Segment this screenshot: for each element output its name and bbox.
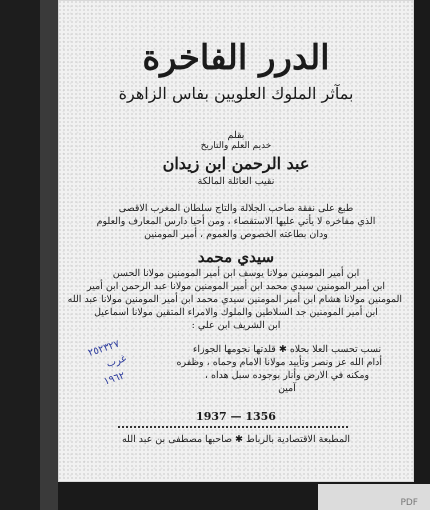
- right-margin: [414, 0, 430, 510]
- left-panel: [0, 0, 40, 510]
- prayer-line-2: أدام الله عز ونصر وتأييد مولانا الامام وحماه ، وظفره: [176, 357, 382, 368]
- printed-line-3: ودان بطاعته الخصوص والعموم ، أمير المومنين: [144, 229, 328, 240]
- stamp-number: ٢٥٢٣٢٧: [86, 338, 121, 359]
- left-panel-edge: [40, 0, 58, 510]
- stamp-year: ١٩٦٢: [102, 370, 127, 388]
- next-page-corner[interactable]: [318, 484, 430, 510]
- lineage-line-4: ابن أمير المومنين جد السلاطين والملوك والامراء المتقين مولانا اسماعيل: [94, 307, 378, 318]
- printed-line-1: طبع على نفقة صاحب الجلالة والتاج سلطان المغرب الاقصى: [118, 203, 354, 214]
- king-name: سيدي محمد: [197, 248, 275, 266]
- divider-rule: [118, 426, 348, 428]
- prayer-line-3: ومكنه في الارض وأنار بوجوده سبل هداه ،: [204, 370, 370, 381]
- stamp-text: غرب: [105, 353, 128, 370]
- book-subtitle: بمآثر الملوك العلويين بفاس الزاهرة: [118, 84, 354, 103]
- by-label: بقلم: [227, 130, 245, 141]
- prayer-line-4: آمين: [278, 383, 296, 394]
- pdf-label: PDF: [400, 498, 418, 508]
- lineage-line-2: ابن أمير المومنين سيدي محمد ابن أمير المومنين مولانا عبد الرحمن ابن أمير: [86, 281, 386, 292]
- printed-line-2: الذي مفاخره لا يأتي عليها الاستقصاء ، ومن أحيا دارس المعارف والعلوم: [96, 216, 376, 227]
- publisher-line: المطبعة الاقتصادية بالرباط ✱ صاحبها مصطفى بن عبد الله: [121, 434, 351, 445]
- author-profession: خديم العلم والتاريخ: [200, 141, 272, 151]
- lineage-line-5: ابن الشريف ابن علي :: [191, 320, 281, 331]
- publication-year: 1937 — 1356: [196, 410, 276, 423]
- author-name: عبد الرحمن ابن زيدان: [162, 154, 310, 173]
- book-title: الدرر الفاخرة: [142, 38, 330, 78]
- prayer-line-1: نسب تحسب العلا بحلاه ✱ قلدتها نجومها الجوزاء: [192, 344, 382, 355]
- lineage-line-3: المومنين مولانا هشام ابن أمير المومنين سيدي محمد ابن أمير المومنين مولانا عبد الله: [67, 294, 402, 305]
- lineage-line-1: ابن أمير المومنين مولانا يوسف ابن أمير المومنين مولانا الحسن: [112, 268, 360, 279]
- author-title: نقيب العائلة المالكة: [197, 176, 275, 187]
